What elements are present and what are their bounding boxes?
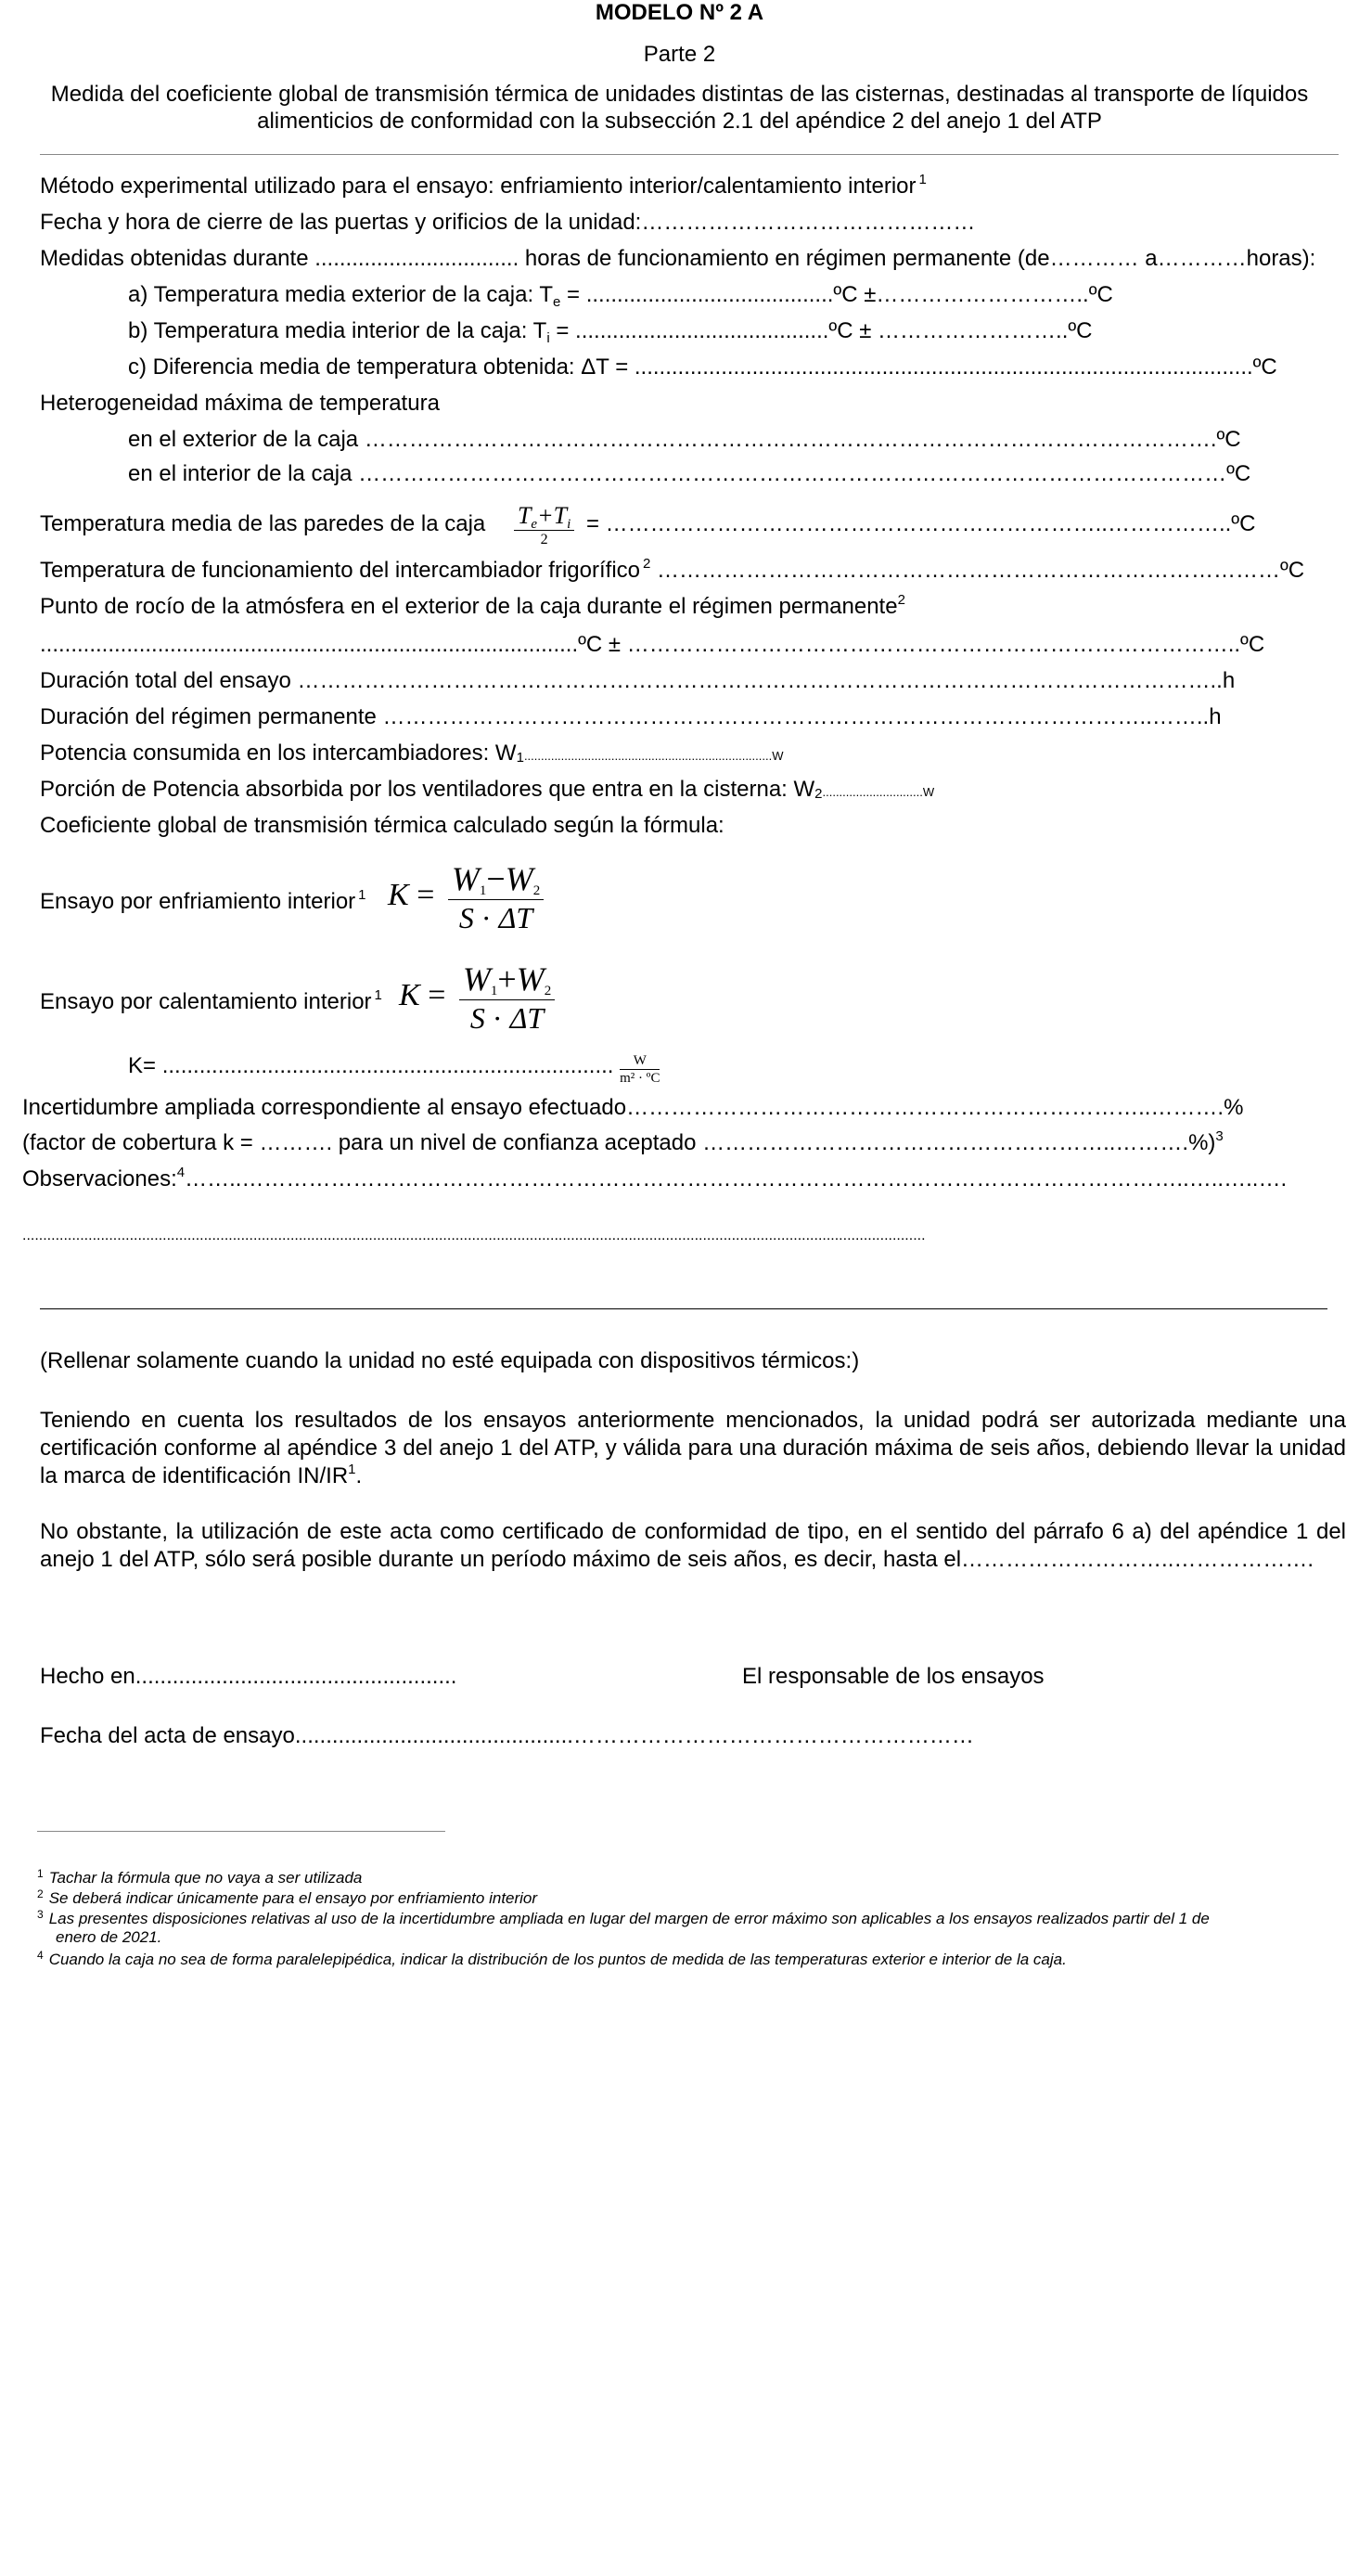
- temp-diff-line: c) Diferencia media de temperatura obtenida: ΔT = ....................................................................................................ºC: [128, 354, 1277, 380]
- footnote-1: $^1$ Tachar la fórmula que no vaya a ser utilizada: [37, 1867, 363, 1887]
- cooling-test-label: Ensayo por enfriamiento interior $^1$: [40, 887, 366, 914]
- subtitle-line-1: Medida del coeficiente global de transmisión térmica de unidades distintas de las cisternas, destinadas al transporte de líquidos: [50, 82, 1309, 107]
- responsible-label: El responsable de los ensayos: [742, 1664, 1045, 1689]
- authorization-paragraph: Teniendo en cuenta los resultados de los ensayos anteriormente mencionados, la unidad podrá ser autorizada mediante una certificación conforme al apéndice 3 del anejo 1 del ATP, y válida para una duración máxima de seis años, debiendo llevar la unidad la marca de identificación $IN/IR^1$.: [40, 1408, 1346, 1488]
- model-title: MODELO Nº 2 A: [595, 0, 764, 25]
- heating-formula: K = $\frac{W1+W2}{S \cdot \Delta T}$: [399, 960, 555, 1037]
- coef-calc-line: Coeficiente global de transmisión térmica calculado según la fórmula:: [40, 813, 724, 838]
- observations-line: Observaciones:$^4$……..………………………………………………………………………………………………………………..…..…..….: [22, 1165, 1288, 1191]
- hetero-int-line: en el interior de la caja ………………………………………………………………………………………………………ºC: [128, 461, 1251, 486]
- coverage-line: (factor de cobertura k = ………. para un nivel de confianza aceptado ………………………………………………..……….%)$^3$: [22, 1128, 1224, 1155]
- k-value-line: K= ......................................................................... $\frac{W}{\text{m² · ºC}}$: [128, 1053, 660, 1086]
- subtitle-line-2: alimenticios de conformidad con la subsección 2.1 del apéndice 2 del anejo 1 del ATP: [257, 109, 1102, 134]
- footnote-3: $^3$ Las presentes disposiciones relativas al uso de la incertidumbre ampliada en lugar del margen de error máximo son aplicables a los ensayos realizados partir del 1 de enero de 2021.: [37, 1908, 1210, 1947]
- observations-dots: ...........................................................................................................................................................................................................................: [22, 1228, 926, 1243]
- exchanger-line: Temperatura de funcionamiento del intercambiador frigorífico $^2$ …………………………………………………………………………ºC: [40, 556, 1305, 583]
- k-unit: $\frac{W}{\text{m² · ºC}}$: [620, 1053, 660, 1086]
- measures-line: Medidas obtenidas durante ................................. horas de funcionamiento en régimen permanente (de………… a…………horas):: [40, 246, 1316, 271]
- temp-int-line: b) Temperatura media interior de la caja: $T_i$ = .........................................ºC ± ……………………..ºC: [128, 318, 1093, 346]
- duration-steady-line: Duración del régimen permanente …………………………………………………………………………………………..……..h: [40, 704, 1222, 729]
- footnote-4: $^4$ Cuando la caja no sea de forma paralelepipédica, indicar la distribución de los puntos de medida de las temperaturas exterior e interior de la caja.: [37, 1949, 1067, 1968]
- validity-paragraph: No obstante, la utilización de este acta como certificado de conformidad de tipo, en el sentido del párrafo 6 a) del apéndice 1 del anejo 1 del ATP, sólo será posible durante un período máximo de seis años, es decir, hasta el………………………..……………….: [40, 1519, 1346, 1572]
- door-close-line: Fecha y hora de cierre de las puertas y orificios de la unidad:………………………………………: [40, 210, 976, 235]
- header-divider: [40, 154, 1339, 155]
- method-line: Método experimental utilizado para el ensayo: enfriamiento interior/calentamiento interior $^1$: [40, 172, 927, 199]
- hetero-title: Heterogeneidad máxima de temperatura: [40, 391, 440, 416]
- fill-only-note: (Rellenar solamente cuando la unidad no esté equipada con dispositivos térmicos:): [40, 1348, 860, 1373]
- hetero-ext-line: en el exterior de la caja …………………………………………………………………………………………………….ºC: [128, 427, 1241, 452]
- footnote-2: $^2$ Se deberá indicar únicamente para el ensayo por enfriamiento interior: [37, 1887, 538, 1907]
- dew-point-line: Punto de rocío de la atmósfera en el exterior de la caja durante el régimen permanente$^2$: [40, 592, 905, 619]
- power-line: Potencia consumida en los intercambiadores: W1..........................................................................W: [40, 741, 784, 766]
- wall-temp-formula: $\frac{Te+Ti}{2}$: [514, 501, 574, 548]
- wall-temp-line: Temperatura media de las paredes de la caja $\frac{Te+Ti}{2}$ = …………………………………………………………..……………..ºC: [40, 502, 1256, 548]
- done-at-line: Hecho en....................................................: [40, 1664, 457, 1689]
- duration-total-line: Duración total del ensayo ……………………………………………………………………………………………………………..h: [40, 668, 1236, 693]
- temp-ext-line: a) Temperatura media exterior de la caja: $T_e$ = ........................................ºC ±………………………..ºC: [128, 282, 1113, 310]
- uncertainty-line: Incertidumbre ampliada correspondiente al ensayo efectuado……………………………………………………………..……….%: [22, 1095, 1244, 1120]
- footnote-divider: [37, 1831, 445, 1832]
- part-label: Parte 2: [643, 42, 716, 67]
- dew-point-value: .......................................................................................ºC ± ………………………………………………………………………..ºC: [40, 632, 1265, 657]
- section-divider: [40, 1308, 1327, 1309]
- report-date-line: Fecha del acta de ensayo.............................................………………………………………………: [40, 1723, 974, 1748]
- cooling-formula: K = $\frac{W1-W2}{S \cdot \Delta T}$: [388, 859, 544, 936]
- fan-power-line: Porción de Potencia absorbida por los ventiladores que entra en la cisterna: W2..............................W: [40, 777, 935, 802]
- heating-test-label: Ensayo por calentamiento interior $^1$: [40, 987, 382, 1014]
